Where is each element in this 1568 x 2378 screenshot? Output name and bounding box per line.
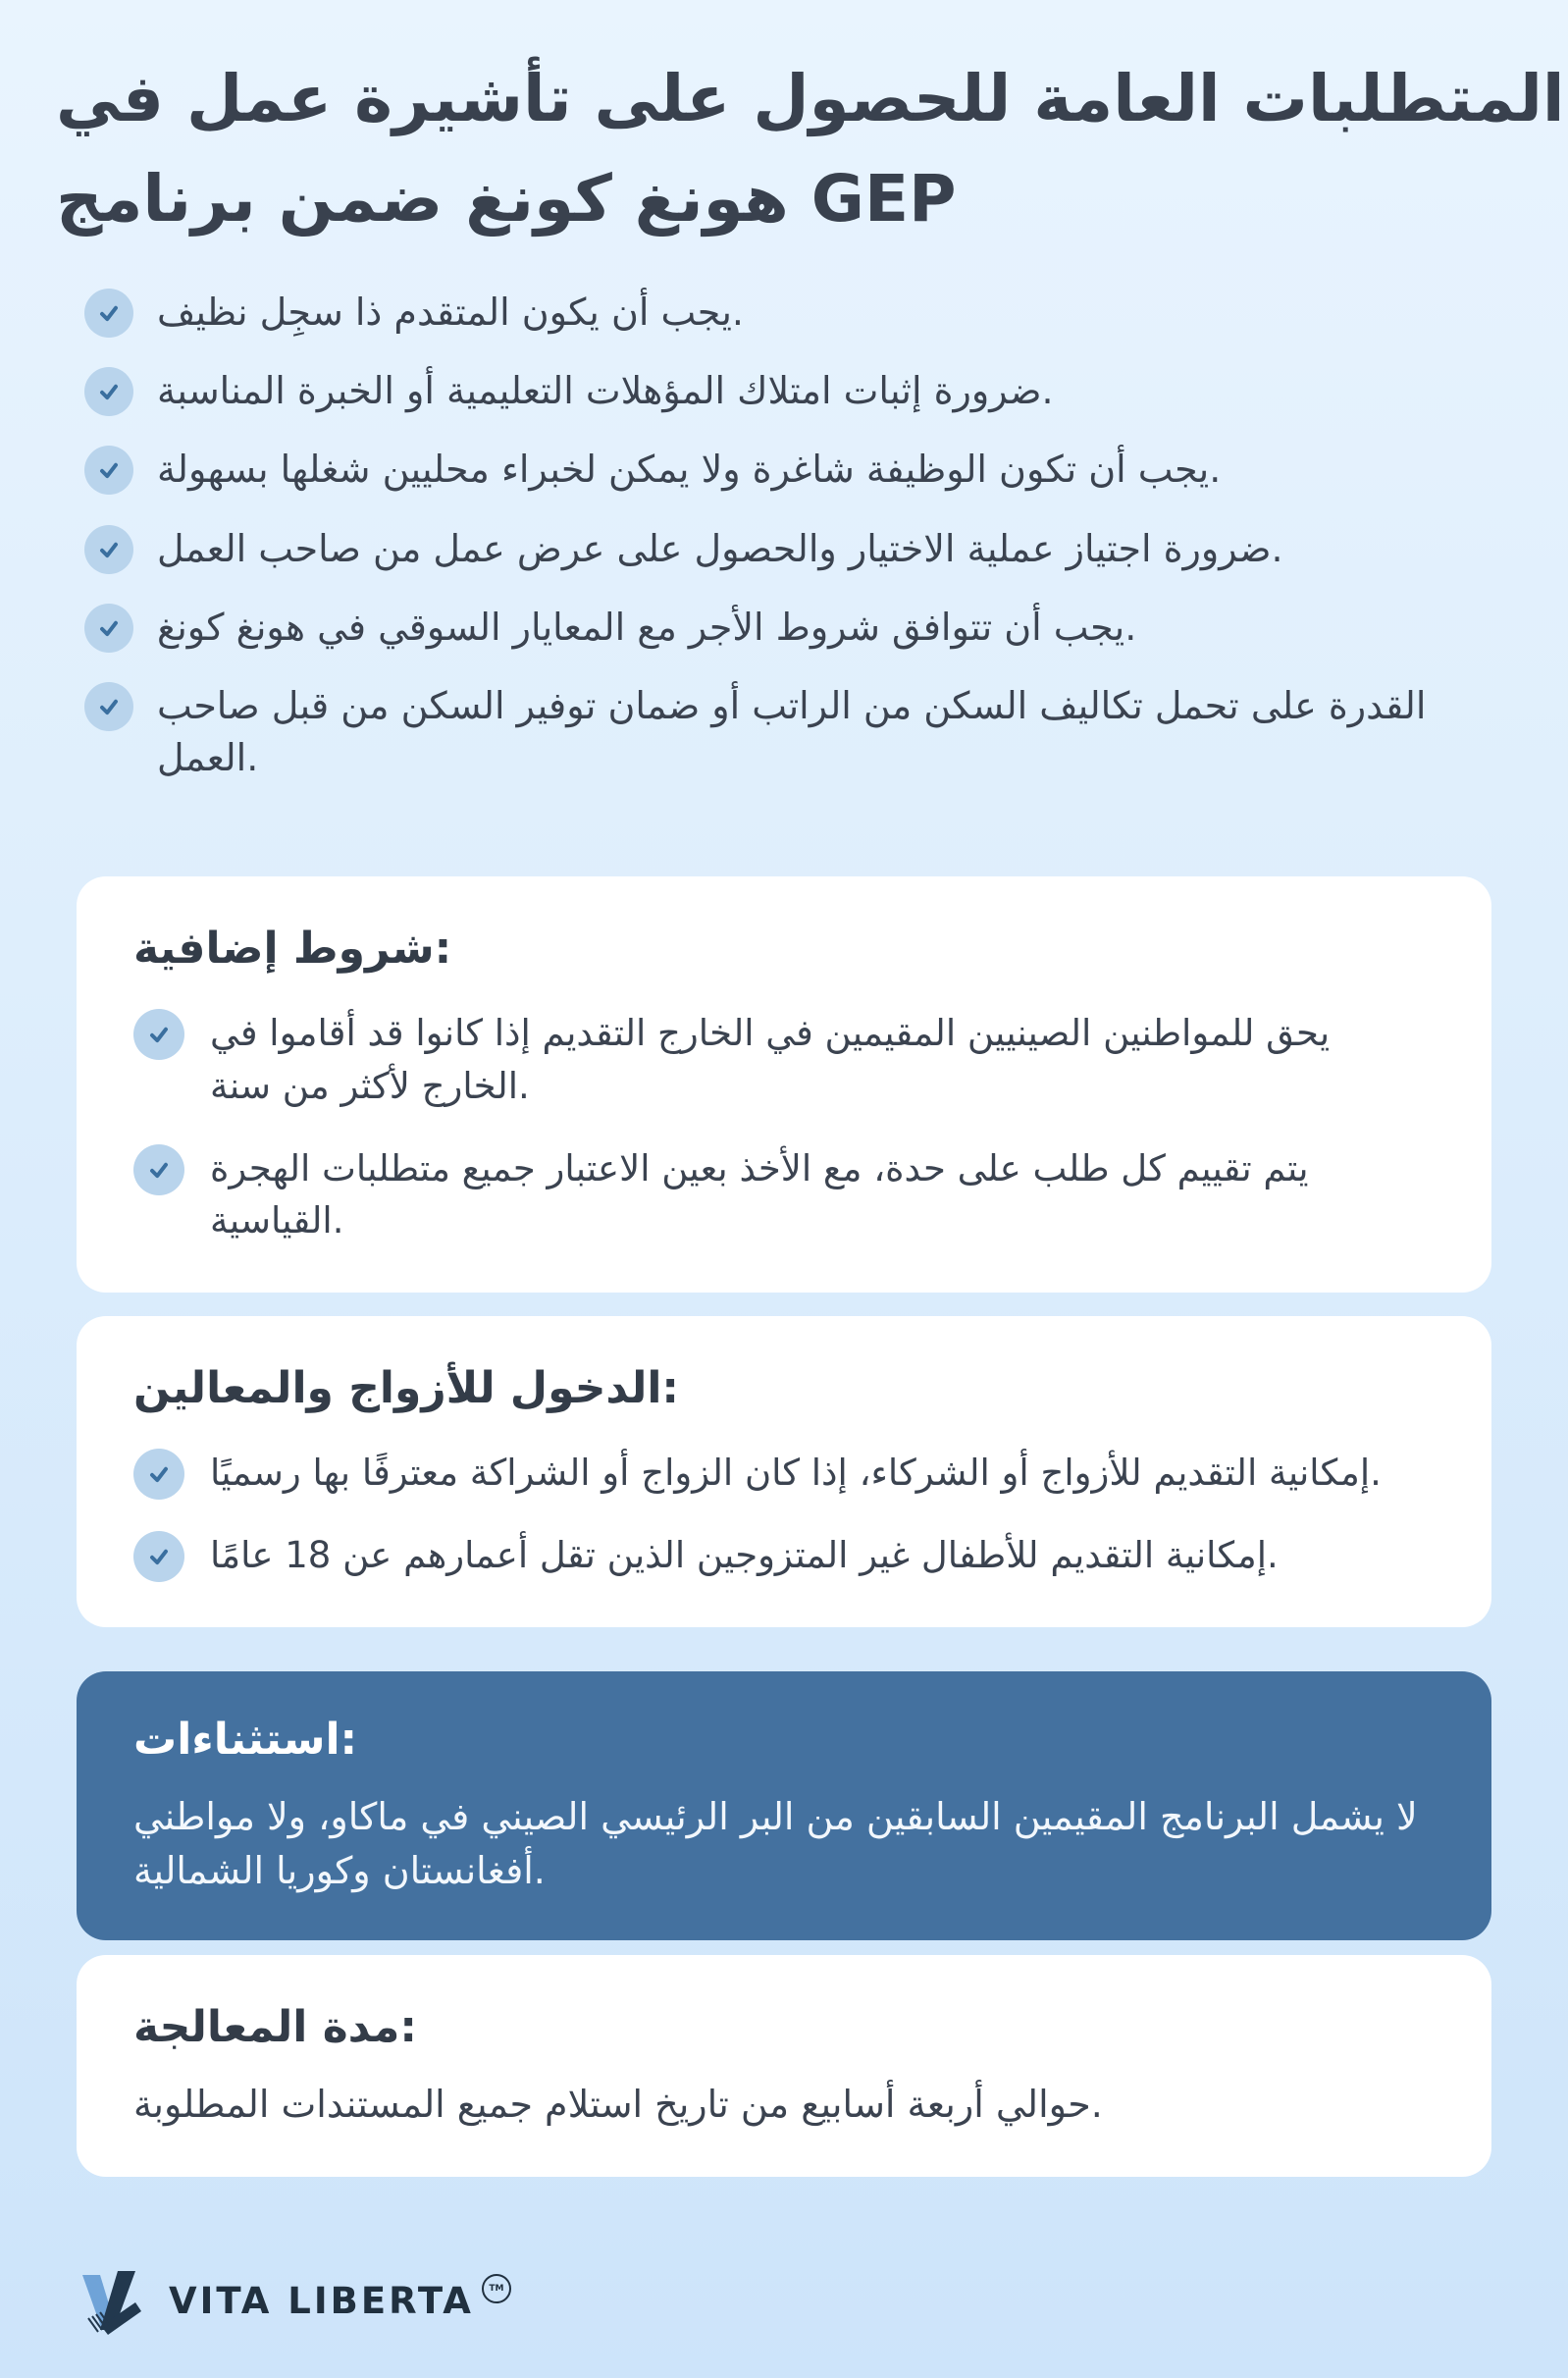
requirements-list: [84, 287, 1499, 811]
check-icon: [84, 604, 133, 653]
dependant-rule-text: إمكانية التقديم للأزواج أو الشركاء، إذا كان الزواج أو الشراكة معترفًا بها رسميًا.: [210, 1452, 1382, 1495]
list-item: [84, 365, 1499, 417]
list-item: [84, 287, 1499, 339]
vita-liberta-logo-icon: [75, 2263, 149, 2338]
additional-conditions-card: [77, 876, 1491, 1293]
card-heading: مدة المعالجة:: [133, 2002, 417, 2052]
processing-time-text: حوالي أربعة أسابيع من تاريخ استلام جميع المستندات المطلوبة.: [133, 2083, 1103, 2127]
dependants-card: [77, 1316, 1491, 1627]
list-item: [133, 1529, 1435, 1582]
list-item: [84, 444, 1499, 496]
list-item: [133, 1447, 1435, 1500]
requirement-text: القدرة على تحمل تكاليف السكن من الراتب أو ضمان توفير السكن من قبل صاحب العمل.: [157, 683, 1427, 780]
check-icon: [84, 289, 133, 338]
requirement-text: يجب أن يكون المتقدم ذا سجِل نظيف.: [157, 291, 744, 334]
check-icon: [84, 682, 133, 731]
page-title-line2: هونغ كونغ ضمن برنامج GEP: [56, 161, 957, 238]
brand-name: [169, 2280, 511, 2322]
dependant-rule-text: إمكانية التقديم للأطفال غير المتزوجين الذين تقل أعمارهم عن 18 عامًا.: [210, 1534, 1279, 1577]
check-icon: [133, 1144, 184, 1195]
footer-brand: [75, 2263, 511, 2338]
check-icon: [133, 1009, 184, 1060]
check-icon: [133, 1531, 184, 1582]
processing-time-card: [77, 1955, 1491, 2177]
condition-text: يتم تقييم كل طلب على حدة، مع الأخذ بعين الاعتبار جميع متطلبات الهجرة القياسية.: [210, 1146, 1309, 1242]
card-heading: شروط إضافية:: [133, 924, 452, 974]
card-heading: استثناءات:: [133, 1715, 358, 1765]
condition-text: يحق للمواطنين الصينيين المقيمين في الخارج التقديم إذا كانوا قد أقاموا في الخارج لأكثر من سنة.: [210, 1012, 1331, 1108]
check-icon: [84, 525, 133, 574]
check-icon: [133, 1449, 184, 1500]
list-item: [84, 680, 1499, 784]
list-item: [84, 523, 1499, 575]
list-item: [133, 1142, 1435, 1247]
brand-name-text: VITA LIBERTA: [169, 2279, 474, 2322]
exceptions-card: [77, 1671, 1491, 1940]
requirement-text: ضرورة اجتياز عملية الاختيار والحصول على عرض عمل من صاحب العمل.: [157, 526, 1283, 570]
page-title: [56, 49, 1565, 250]
list-item: [133, 1007, 1435, 1112]
requirement-text: يجب أن تتوافق شروط الأجر مع المعايار السوقي في هونغ كونغ.: [157, 605, 1137, 649]
exceptions-text: لا يشمل البرنامج المقيمين السابقين من البر الرئيسي الصيني في ماكاو، ولا مواطني أفغانستان وكوريا الشمالية.: [133, 1795, 1418, 1893]
trademark-icon: TM: [482, 2274, 511, 2303]
check-icon: [84, 446, 133, 495]
list-item: [84, 602, 1499, 654]
requirement-text: يجب أن تكون الوظيفة شاغرة ولا يمكن لخبراء محليين شغلها بسهولة.: [157, 448, 1222, 492]
requirement-text: ضرورة إثبات امتلاك المؤهلات التعليمية أو الخبرة المناسبة.: [157, 369, 1054, 413]
page-title-line1: المتطلبات العامة للحصول على تأشيرة عمل في: [56, 61, 1565, 136]
check-icon: [84, 367, 133, 416]
card-heading: الدخول للأزواج والمعالين:: [133, 1363, 680, 1413]
